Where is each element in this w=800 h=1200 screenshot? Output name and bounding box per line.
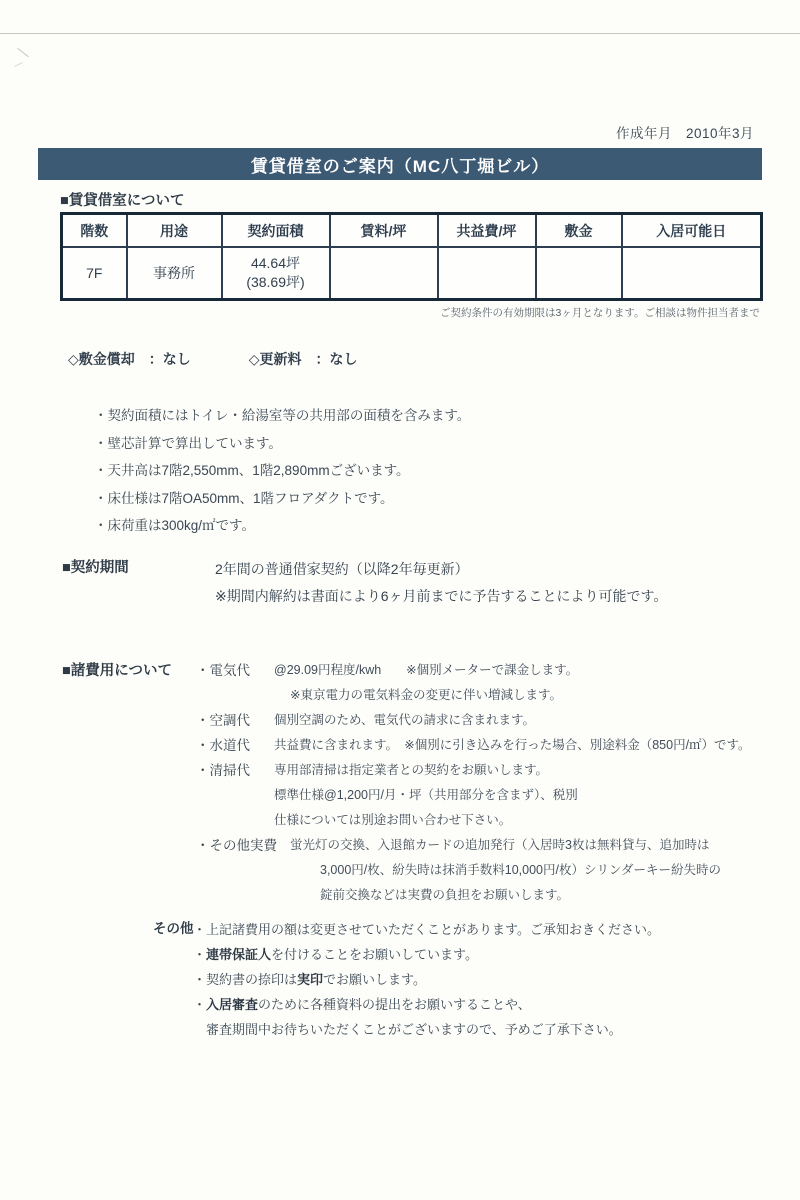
col-header-use: 用途 [127, 214, 222, 248]
room-note-item: ・壁芯計算で算出しています。 [94, 435, 282, 451]
fee-desc-other-expenses [290, 833, 756, 908]
fee-line: 標準仕様@1,200円/月・坪（共用部分を含まず）、税別 [274, 788, 578, 802]
misc-text: ・ [193, 997, 207, 1012]
misc-item [193, 917, 753, 942]
fee-line: 仕様については別途お問い合わせ下さい。 [274, 813, 512, 827]
misc-item [193, 942, 753, 967]
fee-desc-water [274, 733, 756, 758]
room-note-item: ・天井高は7階2,550mm、1階2,890mmございます。 [94, 463, 410, 478]
section-heading-misc: その他 [153, 921, 194, 936]
fee-label-other-expenses: ・その他実費 [196, 838, 277, 853]
col-header-area: 契約面積 [222, 214, 330, 248]
misc-bold-text: 実印 [297, 972, 324, 987]
fee-line: 共益費に含まれます。 ※個別に引き込みを行った場合、別途料金（850円/㎡）です。 [274, 738, 751, 752]
created-date-label: 作成年月 2010年3月 [615, 126, 754, 141]
renewal-fee-label: ◇更新料 ：なし [248, 351, 358, 367]
table-header-row [62, 214, 762, 248]
table-row [62, 247, 762, 300]
fee-line: ※東京電力の電気料金の変更に伴い増減します。 [290, 688, 562, 702]
cell-service-fee [438, 247, 536, 300]
fee-desc-electricity [274, 658, 756, 708]
col-header-rent: 賃料/坪 [330, 214, 438, 248]
cell-deposit [536, 247, 622, 300]
fee-row-water [196, 733, 756, 758]
room-note-item: ・床荷重は300kg/㎡です。 [94, 518, 255, 533]
misc-item [193, 967, 753, 992]
cell-rent [330, 247, 438, 300]
fee-label-aircon: ・空調代 [196, 713, 250, 728]
fees-section [196, 658, 756, 908]
col-header-deposit: 敷金 [536, 214, 622, 248]
fee-desc-aircon [274, 708, 756, 733]
room-info-table [60, 212, 763, 301]
cell-area [222, 247, 330, 300]
misc-item-continuation [193, 1017, 753, 1042]
fee-desc-cleaning [274, 758, 756, 833]
document-title: 賃貸借室のご案内（MC八丁堀ビル） [250, 156, 550, 176]
fee-label-electricity: ・電気代 [196, 663, 250, 678]
misc-item [193, 992, 753, 1017]
misc-section [193, 917, 753, 1042]
fee-line: 錠前交換などは実費の負担をお願いします。 [320, 888, 570, 902]
section-heading-contract: ■契約期間 [62, 560, 129, 576]
cell-use: 事務所 [127, 247, 222, 300]
fee-line: 3,000円/枚、紛失時は抹消手数料10,000円/枚）シリンダーキー紛失時の [320, 863, 721, 877]
misc-text: 審査期間中お待ちいただくことがございますので、予めご了承下さい。 [206, 1022, 622, 1037]
misc-bold-text: 連帯保証人 [206, 947, 272, 962]
section-heading-fees: ■諸費用について [62, 663, 172, 679]
fee-line: 個別空調のため、電気代の請求に含まれます。 [274, 713, 536, 727]
fee-label-water: ・水道代 [196, 738, 250, 753]
scan-artifact-line [0, 33, 800, 34]
scan-artifact-scratch [12, 48, 38, 78]
misc-text: を付けることをお願いしています。 [271, 947, 478, 962]
misc-text: ・契約書の捺印は [193, 972, 298, 987]
fee-row-other-expenses [196, 833, 756, 908]
fee-line: @29.09円程度/kwh ※個別メーターで課金します。 [274, 663, 579, 677]
fee-row-aircon [196, 708, 756, 733]
fee-line: 蛍光灯の交換、入退館カードの追加発行（入居時3枚は無料貸与、追加時は [290, 838, 710, 852]
misc-text: ・上記諸費用の額は変更させていただくことがあります。ご承知おきください。 [193, 922, 660, 937]
cell-area-line1: 44.64坪 [250, 255, 301, 271]
deposit-renewal-line [68, 349, 358, 369]
cell-floor: 7F [62, 247, 127, 300]
cell-movein-date [622, 247, 762, 300]
section-heading-room: ■賃貸借室について [60, 193, 185, 209]
cell-area-line2: (38.69坪) [246, 274, 305, 290]
room-note-item: ・契約面積にはトイレ・給湯室等の共用部の面積を含みます。 [94, 408, 471, 423]
fee-row-cleaning [196, 758, 756, 833]
misc-text: ・ [193, 947, 207, 962]
contract-period-line1: 2年間の普通借家契約（以降2年毎更新） [215, 561, 469, 577]
contract-period-line2: ※期間内解約は書面により6ヶ月前までに予告することにより可能です。 [215, 588, 668, 604]
room-note-item: ・床仕様は7階OA50mm、1階フロアダクトです。 [94, 490, 394, 506]
col-header-service-fee: 共益費/坪 [438, 214, 536, 248]
misc-text: でお願いします。 [323, 972, 426, 987]
fee-label-cleaning: ・清掃代 [196, 763, 250, 778]
deposit-amortization-label: ◇敷金償却 ：なし [68, 351, 191, 367]
col-header-floor: 階数 [62, 214, 127, 248]
col-header-movein-date: 入居可能日 [622, 214, 762, 248]
document-title-banner [38, 148, 762, 180]
misc-text: のために各種資料の提出をお願いすることや、 [258, 997, 531, 1012]
fee-row-electricity [196, 658, 756, 708]
validity-note: ご契約条件の有効期限は3ヶ月となります。ご相談は物件担当者まで [440, 307, 760, 319]
contract-period-body [215, 556, 667, 610]
misc-bold-text: 入居審査 [206, 997, 259, 1012]
room-notes-list [94, 402, 470, 540]
fee-line: 専用部清掃は指定業者との契約をお願いします。 [274, 763, 549, 777]
